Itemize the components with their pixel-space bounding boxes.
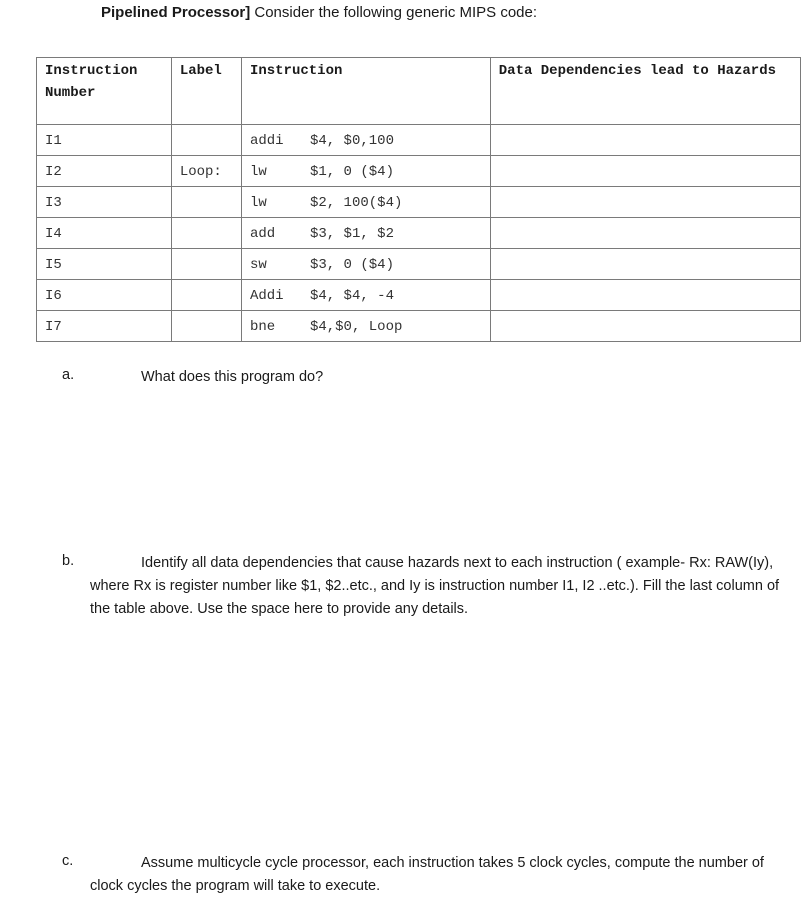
- mips-code-table: [36, 57, 801, 342]
- table-row: [37, 218, 801, 249]
- question-b-text: Identify all data dependencies that cause hazards next to each instruction ( example- Rx: RAW(Iy), where Rx is register number like $1, $2..etc., and Iy is instruction number I1, I2 ..etc.). Fill the last column of the table above. Use the space here to provide any details.: [90, 555, 780, 617]
- instruction-label: Loop:: [171, 156, 241, 187]
- header-dependencies: Data Dependencies lead to Hazards: [490, 58, 800, 125]
- instruction-number: I3: [37, 187, 172, 218]
- table-row: [37, 187, 801, 218]
- instruction-operands: $3, 0 ($4): [309, 257, 394, 273]
- instruction-opcode: addi: [249, 133, 284, 149]
- dependency-cell[interactable]: [490, 125, 800, 156]
- instruction-opcode: Addi: [249, 288, 284, 304]
- instruction-opcode: lw: [249, 195, 267, 211]
- header-instruction-number: Instruction Number: [37, 58, 172, 125]
- header-label: Label: [171, 58, 241, 125]
- instruction-number: I2: [37, 156, 172, 187]
- dependency-cell[interactable]: [490, 218, 800, 249]
- instruction-number: I1: [37, 125, 172, 156]
- instruction-number: I4: [37, 218, 172, 249]
- table-header-row: [37, 58, 801, 125]
- instruction-operands: $1, 0 ($4): [309, 164, 394, 180]
- table-row: [37, 280, 801, 311]
- instruction-operands: $2, 100($4): [309, 195, 403, 211]
- dependency-cell[interactable]: [490, 280, 800, 311]
- instruction-opcode: bne: [249, 319, 276, 335]
- instruction-cell: [241, 218, 490, 249]
- instruction-operands: $3, $1, $2: [309, 226, 394, 242]
- instruction-cell: [241, 311, 490, 342]
- table-row: [37, 125, 801, 156]
- instruction-opcode: add: [249, 226, 276, 242]
- question-a-text: What does this program do?: [141, 369, 324, 385]
- intro-text: [101, 4, 537, 21]
- question-c-letter: c.: [62, 853, 74, 869]
- instruction-operands: $4, $0,100: [309, 133, 394, 149]
- instruction-cell: [241, 125, 490, 156]
- instruction-label: [171, 218, 241, 249]
- instruction-number: I5: [37, 249, 172, 280]
- dependency-cell[interactable]: [490, 187, 800, 218]
- instruction-opcode: lw: [249, 164, 267, 180]
- instruction-label: [171, 249, 241, 280]
- instruction-label: [171, 187, 241, 218]
- question-c-text: Assume multicycle cycle processor, each instruction takes 5 clock cycles, compute the number of clock cycles the program will take to execute.: [90, 855, 764, 894]
- table-row: [37, 249, 801, 280]
- dependency-cell[interactable]: [490, 156, 800, 187]
- instruction-cell: [241, 156, 490, 187]
- table-row: [37, 311, 801, 342]
- instruction-cell: [241, 187, 490, 218]
- intro-rest: Consider the following generic MIPS code:: [250, 4, 538, 21]
- instruction-label: [171, 280, 241, 311]
- instruction-operands: $4,$0, Loop: [309, 319, 403, 335]
- instruction-label: [171, 311, 241, 342]
- instruction-cell: [241, 280, 490, 311]
- dependency-cell[interactable]: [490, 311, 800, 342]
- question-b-letter: b.: [62, 553, 75, 569]
- intro-bold: Pipelined Processor]: [101, 4, 251, 21]
- dependency-cell[interactable]: [490, 249, 800, 280]
- instruction-number: I6: [37, 280, 172, 311]
- question-a-letter: a.: [62, 367, 75, 383]
- instruction-cell: [241, 249, 490, 280]
- instruction-operands: $4, $4, -4: [309, 288, 394, 304]
- table-row: [37, 156, 801, 187]
- instruction-label: [171, 125, 241, 156]
- header-instruction: Instruction: [241, 58, 490, 125]
- instruction-opcode: sw: [249, 257, 267, 273]
- instruction-number: I7: [37, 311, 172, 342]
